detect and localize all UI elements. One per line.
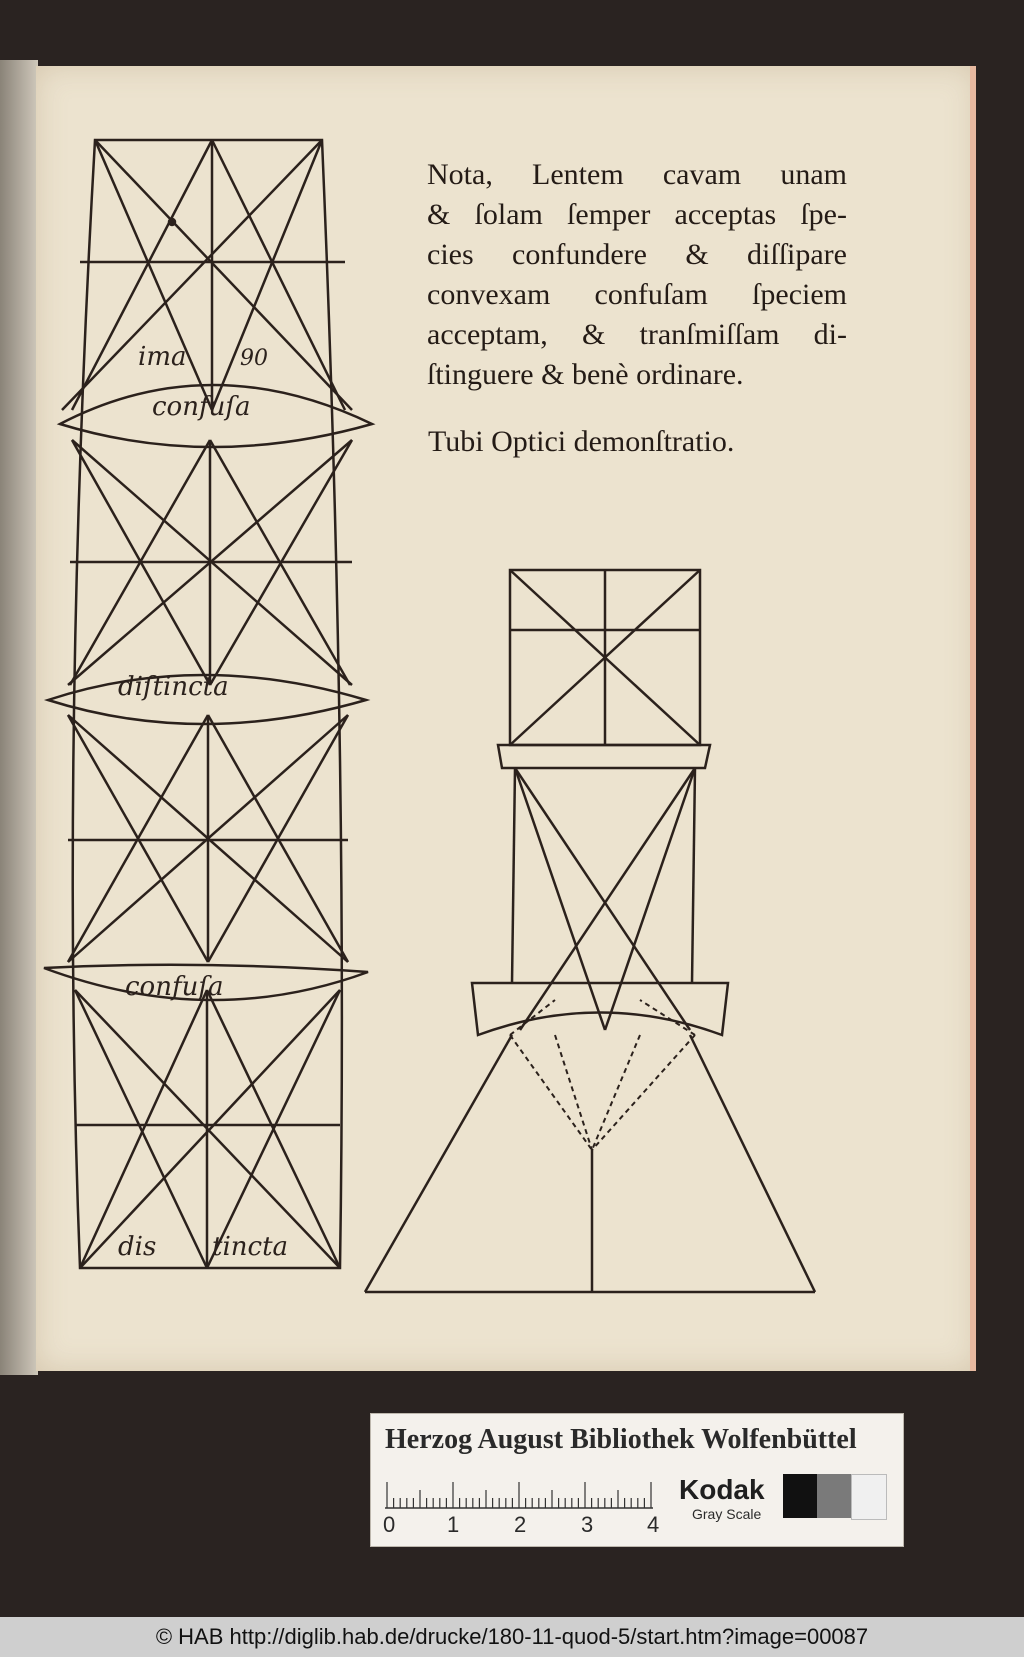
section-1-rays: [62, 140, 352, 410]
color-scale-strip: [370, 1413, 904, 1547]
telescope-diagram: [365, 570, 815, 1292]
ruler-number: 2: [514, 1512, 527, 1537]
note-line: acceptam, & tranſmiſſam di-: [427, 318, 847, 351]
label-confusa-top: confuſa: [152, 392, 251, 422]
note-line: ſtinguere & benè ordinare.: [427, 358, 744, 391]
note-line: & ſolam ſemper acceptas ſpe-: [427, 198, 847, 231]
note-line: Nota, Lentem cavam unam: [427, 158, 847, 191]
ruler-number: 3: [581, 1512, 594, 1537]
note-line: convexam confuſam ſpeciem: [427, 278, 847, 311]
label-dis: dis: [118, 1232, 157, 1262]
ruler-number: 4: [647, 1512, 660, 1537]
section-3-rays: [68, 715, 348, 962]
library-name: Herzog August Bibliothek Wolfenbüttel: [385, 1424, 857, 1455]
ruler-ticks: [385, 1470, 657, 1510]
figure-title: Tubi Optici demonſtratio.: [428, 425, 735, 458]
label-distincta: diſtincta: [118, 672, 229, 702]
section-2-rays: [68, 440, 352, 685]
focal-dot: [169, 219, 175, 225]
label-ima: ima: [138, 342, 187, 372]
note-line: cies confundere & diſſipare: [427, 238, 847, 271]
gray-scale-label: Gray Scale: [692, 1506, 762, 1522]
swatch-white: [851, 1474, 887, 1520]
left-lens-diagram: [44, 140, 372, 1268]
ruler-number: 0: [383, 1512, 396, 1537]
swatch-gray: [817, 1474, 851, 1518]
section-4-rays: [75, 990, 340, 1268]
footer-credit[interactable]: © HAB http://diglib.hab.de/drucke/180-11-quod-5/start.htm?image=00087: [0, 1617, 1024, 1657]
note-paragraph: [427, 155, 847, 395]
kodak-logo: Kodak: [679, 1474, 765, 1505]
objective-lens: [498, 745, 710, 768]
label-confusa-low: confuſa: [125, 972, 224, 1002]
label-page-number: 90: [240, 346, 268, 371]
label-tincta: tincta: [212, 1232, 289, 1262]
ruler-number: 1: [447, 1512, 460, 1537]
swatch-black: [783, 1474, 817, 1518]
